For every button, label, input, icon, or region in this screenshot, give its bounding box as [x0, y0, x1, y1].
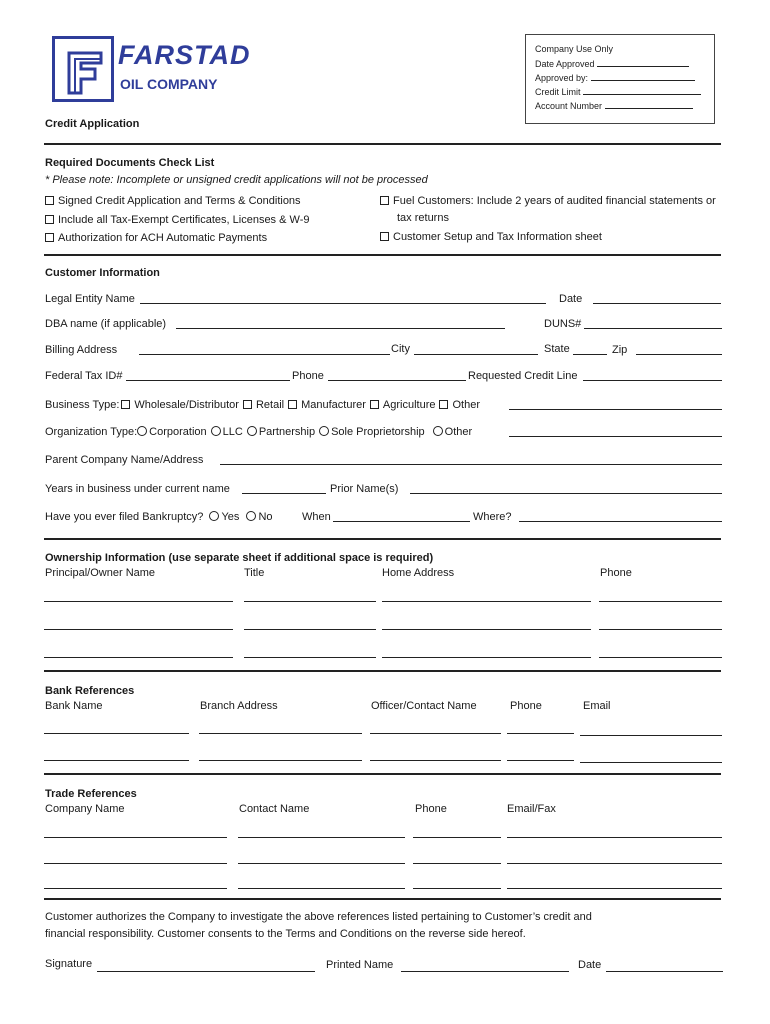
- bank-name-field[interactable]: [44, 760, 189, 761]
- owner-title-field[interactable]: [244, 629, 376, 630]
- trade-email-field[interactable]: [507, 888, 722, 889]
- checklist-item-setup[interactable]: Customer Setup and Tax Information sheet: [380, 231, 602, 244]
- checklist-note: * Please note: Incomplete or unsigned credit applications will not be processed: [45, 174, 428, 186]
- divider: [44, 670, 721, 672]
- checkbox-icon[interactable]: [380, 196, 389, 205]
- billing-label: Billing Address: [45, 344, 118, 356]
- checklist-item-tax-exempt[interactable]: Include all Tax-Exempt Certificates, Licenses & W-9: [45, 214, 309, 227]
- checklist-item-fuel-cont: tax returns: [397, 212, 449, 224]
- prior-field[interactable]: [410, 493, 722, 494]
- divider: [44, 254, 721, 256]
- bank-phone-field[interactable]: [507, 760, 574, 761]
- date-approved-field[interactable]: Date Approved: [535, 58, 689, 69]
- checklist-title: Required Documents Check List: [45, 157, 215, 169]
- owner-title-field[interactable]: [244, 657, 376, 658]
- org-type-row: Organization Type: Corporation LLC Partnership Sole Proprietorship Other: [45, 426, 473, 438]
- state-field[interactable]: [573, 354, 607, 355]
- owner-address-field[interactable]: [382, 601, 591, 602]
- dba-label: DBA name (if applicable): [45, 318, 167, 330]
- bankruptcy-row: Have you ever filed Bankruptcy? Yes No: [45, 511, 273, 523]
- org-other-field[interactable]: [509, 436, 722, 437]
- trade-contact-field[interactable]: [238, 837, 405, 838]
- farstad-f-icon: [55, 39, 111, 99]
- bank-name-field[interactable]: [44, 733, 189, 734]
- bank-email-field[interactable]: [580, 762, 722, 763]
- checkbox-icon[interactable]: [45, 196, 54, 205]
- radio-icon[interactable]: [211, 426, 221, 436]
- ownership-title: Ownership Information (use separate sheet if additional space is required): [45, 552, 434, 564]
- divider: [44, 538, 721, 540]
- trade-company-field[interactable]: [44, 837, 227, 838]
- when-field[interactable]: [333, 521, 470, 522]
- signature-field[interactable]: [97, 971, 315, 972]
- fed-tax-label: Federal Tax ID#: [45, 370, 123, 382]
- phone-label: Phone: [292, 370, 324, 382]
- printed-name-label: Printed Name: [326, 959, 394, 971]
- trade-phone-field[interactable]: [413, 888, 501, 889]
- credit-line-label: Requested Credit Line: [468, 370, 578, 382]
- radio-icon[interactable]: [319, 426, 329, 436]
- checklist-item-fuel[interactable]: Fuel Customers: Include 2 years of audited financial statements or: [380, 195, 716, 208]
- date-field[interactable]: [593, 303, 721, 304]
- city-field[interactable]: [414, 354, 538, 355]
- logo-sub: OIL COMPANY: [120, 76, 218, 92]
- billing-field[interactable]: [139, 354, 390, 355]
- city-label: City: [391, 343, 410, 355]
- prior-label: Prior Name(s): [330, 483, 399, 495]
- checkbox-icon[interactable]: [243, 400, 252, 409]
- parent-label: Parent Company Name/Address: [45, 454, 204, 466]
- checkbox-icon[interactable]: [121, 400, 130, 409]
- bank-officer-field[interactable]: [370, 760, 501, 761]
- radio-icon[interactable]: [247, 426, 257, 436]
- authorization-text-1: Customer authorizes the Company to investigate the above references listed pertaining to Customer’s credit and: [45, 911, 592, 923]
- bank-officer-field[interactable]: [370, 733, 501, 734]
- checklist-item-ach[interactable]: Authorization for ACH Automatic Payments: [45, 232, 267, 245]
- fed-tax-field[interactable]: [126, 380, 290, 381]
- bank-email-field[interactable]: [580, 735, 722, 736]
- signature-label: Signature: [45, 958, 93, 970]
- bank-col-email: Email: [583, 700, 611, 712]
- business-other-field[interactable]: [509, 409, 722, 410]
- checkbox-icon[interactable]: [288, 400, 297, 409]
- bank-title: Bank References: [45, 685, 135, 697]
- ownership-col-address: Home Address: [382, 567, 455, 579]
- where-field[interactable]: [519, 521, 722, 522]
- checkbox-icon[interactable]: [45, 233, 54, 242]
- legal-entity-label: Legal Entity Name: [45, 293, 135, 305]
- checkbox-icon[interactable]: [45, 215, 54, 224]
- customer-section-title: Customer Information: [45, 267, 160, 279]
- bank-branch-field[interactable]: [199, 733, 362, 734]
- owner-address-field[interactable]: [382, 629, 591, 630]
- business-type-row: Business Type: Wholesale/Distributor Retail Manufacturer Agriculture Other: [45, 399, 480, 411]
- owner-phone-field[interactable]: [599, 629, 722, 630]
- duns-field[interactable]: [584, 328, 722, 329]
- bank-col-branch: Branch Address: [200, 700, 278, 712]
- owner-phone-field[interactable]: [599, 601, 722, 602]
- company-logo: [52, 36, 114, 102]
- trade-phone-field[interactable]: [413, 863, 501, 864]
- ownership-col-name: Principal/Owner Name: [45, 567, 156, 579]
- owner-address-field[interactable]: [382, 657, 591, 658]
- trade-company-field[interactable]: [44, 888, 227, 889]
- phone-field[interactable]: [328, 380, 466, 381]
- company-use-box: [525, 34, 715, 124]
- account-number-field[interactable]: Account Number: [535, 100, 693, 111]
- bank-phone-field[interactable]: [507, 733, 574, 734]
- trade-col-company: Company Name: [45, 803, 125, 815]
- checkbox-icon[interactable]: [439, 400, 448, 409]
- trade-email-field[interactable]: [507, 863, 722, 864]
- parent-field[interactable]: [220, 464, 722, 465]
- zip-label: Zip: [612, 344, 628, 356]
- owner-name-field[interactable]: [44, 657, 233, 658]
- divider: [44, 143, 721, 145]
- ownership-col-title: Title: [244, 567, 265, 579]
- trade-contact-field[interactable]: [238, 863, 405, 864]
- when-label: When: [302, 511, 331, 523]
- bank-col-phone: Phone: [510, 700, 542, 712]
- signature-date-label: Date: [578, 959, 602, 971]
- checklist-item-signed[interactable]: Signed Credit Application and Terms & Conditions: [45, 195, 301, 208]
- checkbox-icon[interactable]: [370, 400, 379, 409]
- trade-title: Trade References: [45, 788, 137, 800]
- owner-name-field[interactable]: [44, 601, 233, 602]
- owner-phone-field[interactable]: [599, 657, 722, 658]
- ownership-col-phone: Phone: [600, 567, 632, 579]
- trade-email-field[interactable]: [507, 837, 722, 838]
- radio-icon[interactable]: [433, 426, 443, 436]
- years-field[interactable]: [242, 493, 326, 494]
- trade-col-email: Email/Fax: [507, 803, 556, 815]
- credit-limit-field[interactable]: Credit Limit: [535, 86, 701, 97]
- radio-icon[interactable]: [137, 426, 147, 436]
- trade-col-contact: Contact Name: [239, 803, 310, 815]
- bank-col-officer: Officer/Contact Name: [371, 700, 477, 712]
- authorization-text-2: financial responsibility. Customer consents to the Terms and Conditions on the reverse side hereof.: [45, 928, 526, 940]
- bank-col-name: Bank Name: [45, 700, 103, 712]
- approved-by-field[interactable]: Approved by:: [535, 72, 695, 83]
- dba-field[interactable]: [176, 328, 505, 329]
- trade-phone-field[interactable]: [413, 837, 501, 838]
- trade-company-field[interactable]: [44, 863, 227, 864]
- legal-entity-field[interactable]: [140, 303, 546, 304]
- divider: [44, 898, 721, 900]
- years-label: Years in business under current name: [45, 483, 230, 495]
- duns-label: DUNS#: [544, 318, 582, 330]
- credit-line-field[interactable]: [583, 380, 722, 381]
- owner-title-field[interactable]: [244, 601, 376, 602]
- zip-field[interactable]: [636, 354, 722, 355]
- company-use-title: Company Use Only: [535, 44, 614, 54]
- state-label: State: [544, 343, 570, 355]
- owner-name-field[interactable]: [44, 629, 233, 630]
- page-title: Credit Application: [45, 118, 140, 130]
- date-label: Date: [559, 293, 583, 305]
- printed-name-field[interactable]: [401, 971, 569, 972]
- where-label: Where?: [473, 511, 512, 523]
- trade-col-phone: Phone: [415, 803, 447, 815]
- trade-contact-field[interactable]: [238, 888, 405, 889]
- signature-date-field[interactable]: [606, 971, 723, 972]
- radio-icon[interactable]: [209, 511, 219, 521]
- radio-icon[interactable]: [246, 511, 256, 521]
- checkbox-icon[interactable]: [380, 232, 389, 241]
- logo-brand: FARSTAD: [118, 40, 251, 70]
- divider: [44, 773, 721, 775]
- bank-branch-field[interactable]: [199, 760, 362, 761]
